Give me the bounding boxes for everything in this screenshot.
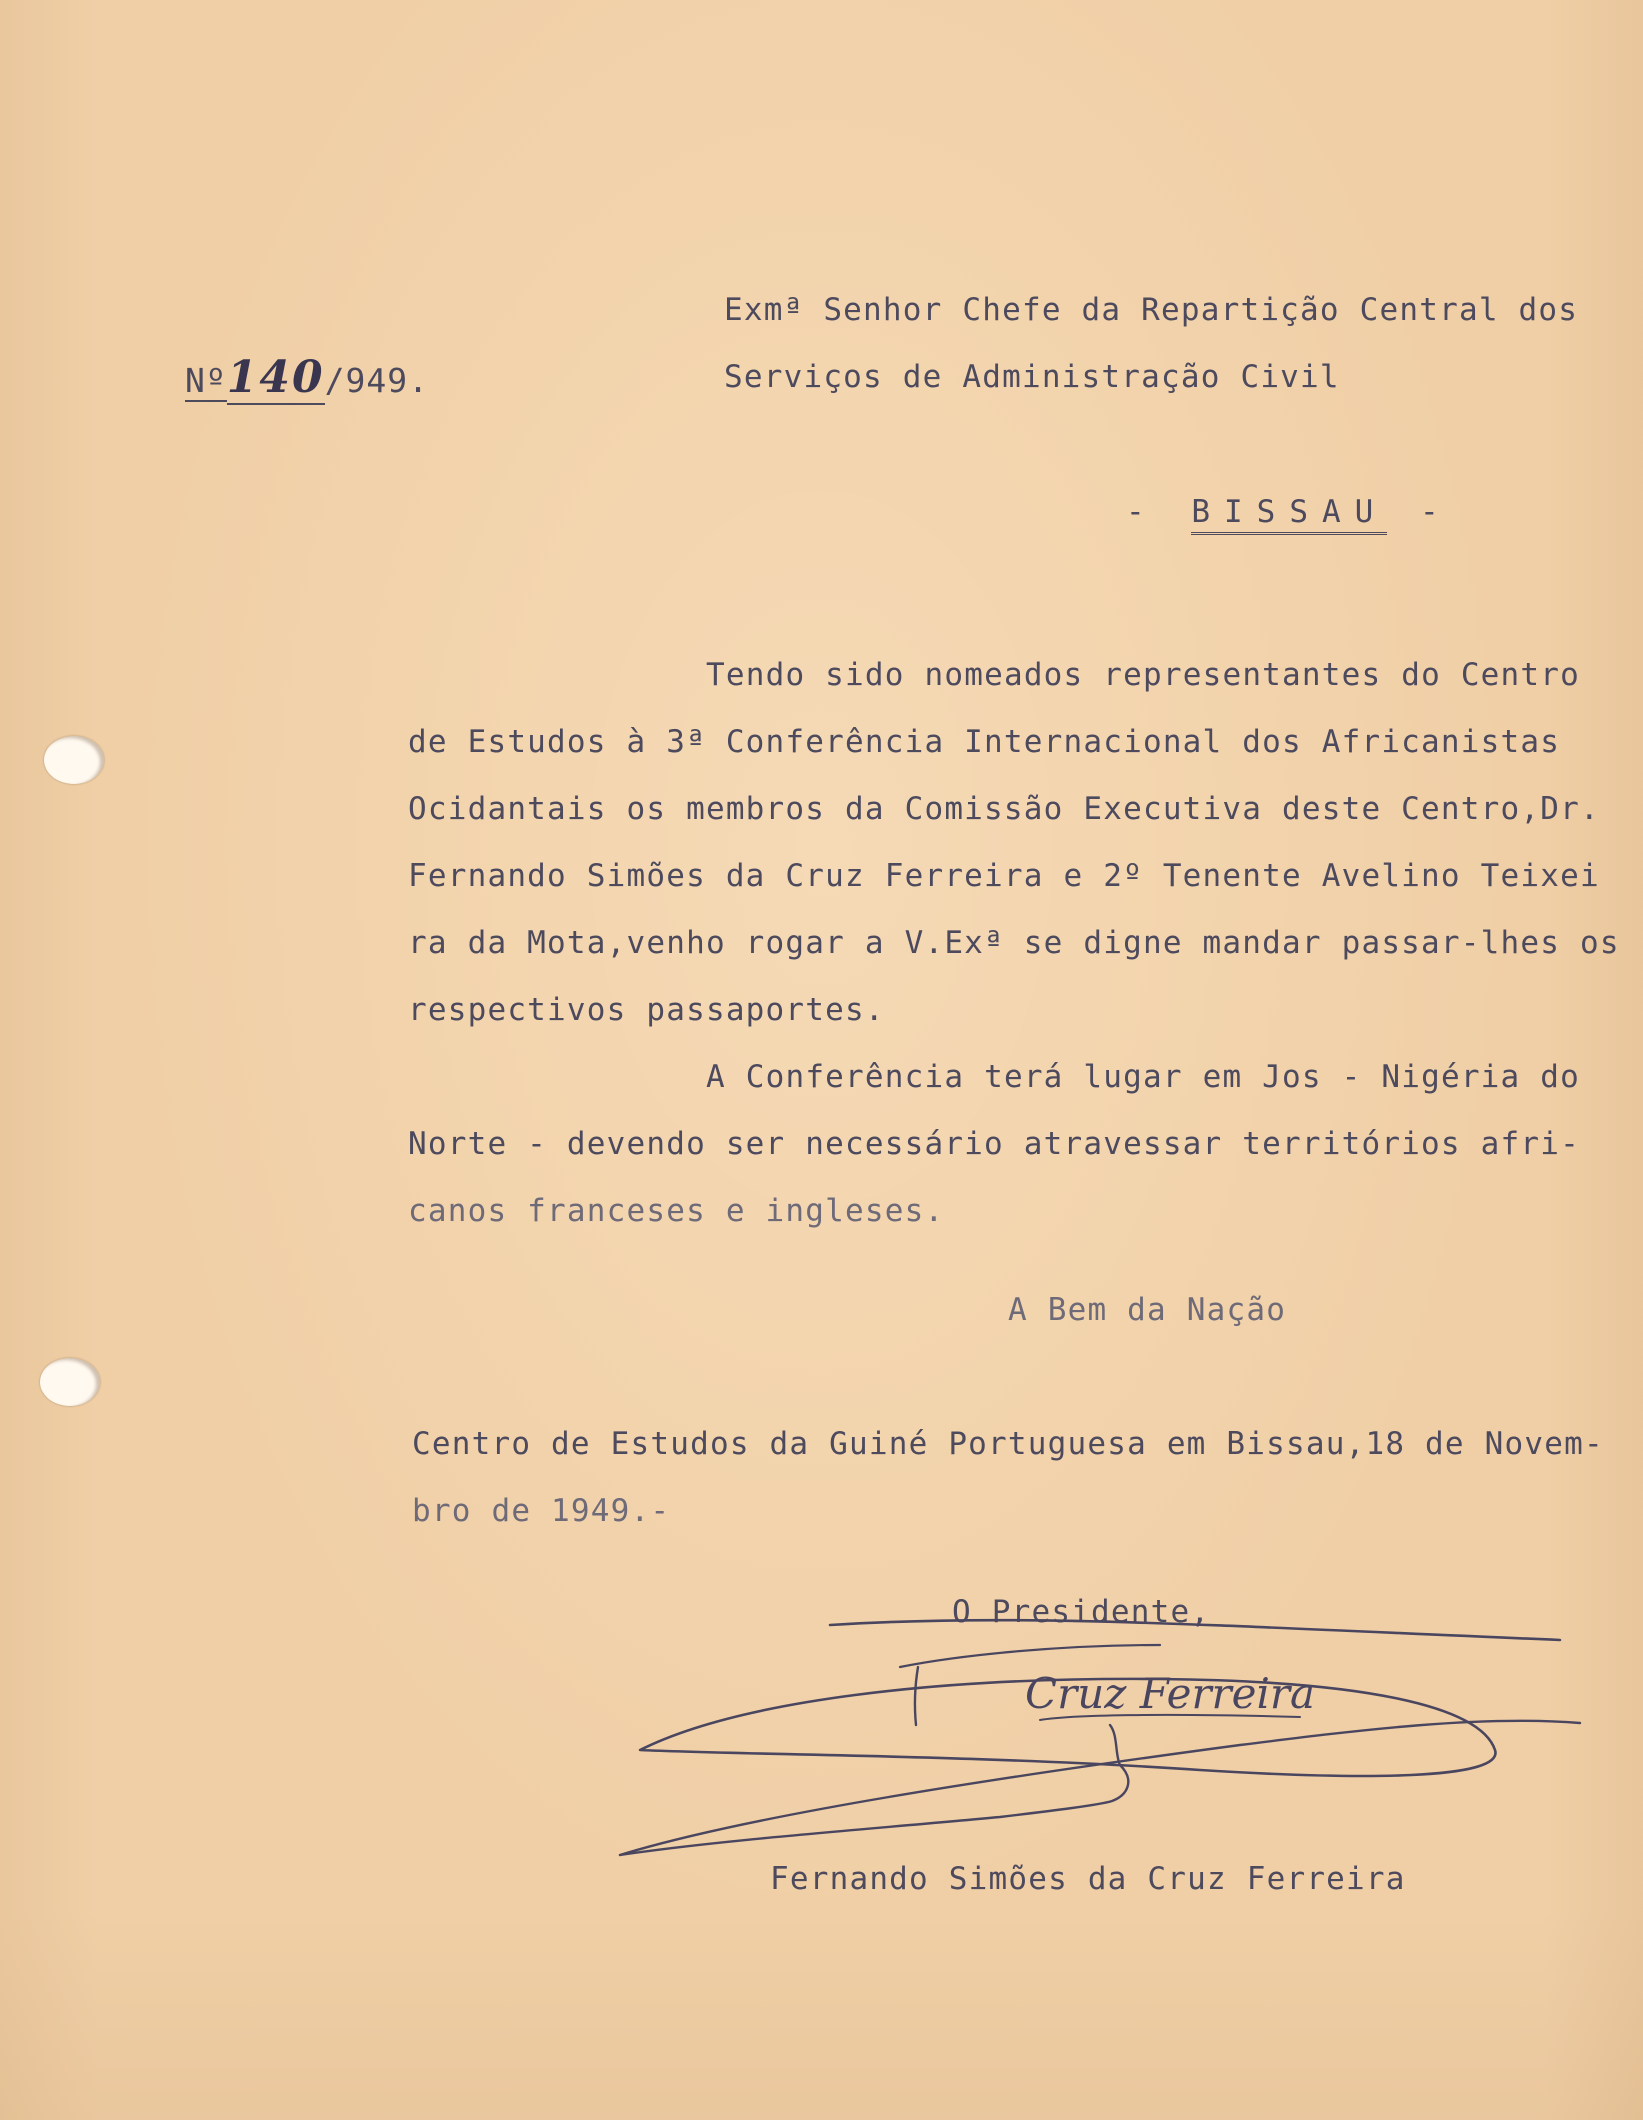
place-heading	[1126, 492, 1453, 532]
signature-text: Cruz Ferreira	[1025, 1669, 1316, 1718]
place-dash-right: -	[1420, 494, 1453, 530]
salutation: A Bem da Nação	[1008, 1292, 1287, 1328]
body-line: Norte - devendo ser necessário atravessar territórios afri-	[408, 1126, 1580, 1162]
place-dash-left: -	[1126, 494, 1159, 530]
place-name: BISSAU	[1191, 494, 1387, 535]
addressee-line-1: Exmª Senhor Chefe da Repartição Central dos	[724, 292, 1579, 328]
addressee-line-2: Serviços de Administração Civil	[724, 359, 1340, 395]
body-line: canos franceses e ingleses.	[408, 1193, 945, 1229]
body-line: respectivos passaportes.	[408, 992, 885, 1028]
body-line: Fernando Simões da Cruz Ferreira e 2º Tenente Avelino Teixei	[408, 858, 1600, 894]
number-year: /949.	[324, 361, 429, 400]
body-line: Tendo sido nomeados representantes do Centro	[706, 657, 1580, 693]
place-date-line-2: bro de 1949.-	[412, 1493, 671, 1529]
signature-scribble	[600, 1605, 1580, 1875]
body-line: ra da Mota,venho rogar a V.Exª se digne mandar passar-lhes os	[408, 925, 1620, 961]
signatory-name: Fernando Simões da Cruz Ferreira	[770, 1861, 1406, 1897]
body-line: de Estudos à 3ª Conferência Internacional dos Africanistas	[408, 724, 1561, 760]
document-number	[185, 352, 429, 403]
signature-title: O Presidente,	[952, 1594, 1211, 1630]
body-line: A Conferência terá lugar em Jos - Nigéria do	[706, 1059, 1580, 1095]
number-prefix: Nº	[185, 361, 227, 400]
body-line: Ocidantais os membros da Comissão Executiva deste Centro,Dr.	[408, 791, 1600, 827]
handwritten-number: 140	[226, 352, 325, 403]
place-date-line-1: Centro de Estudos da Guiné Portuguesa em Bissau,18 de Novem-	[412, 1426, 1604, 1462]
punch-hole-top	[44, 736, 104, 784]
punch-hole-bottom	[40, 1358, 100, 1406]
